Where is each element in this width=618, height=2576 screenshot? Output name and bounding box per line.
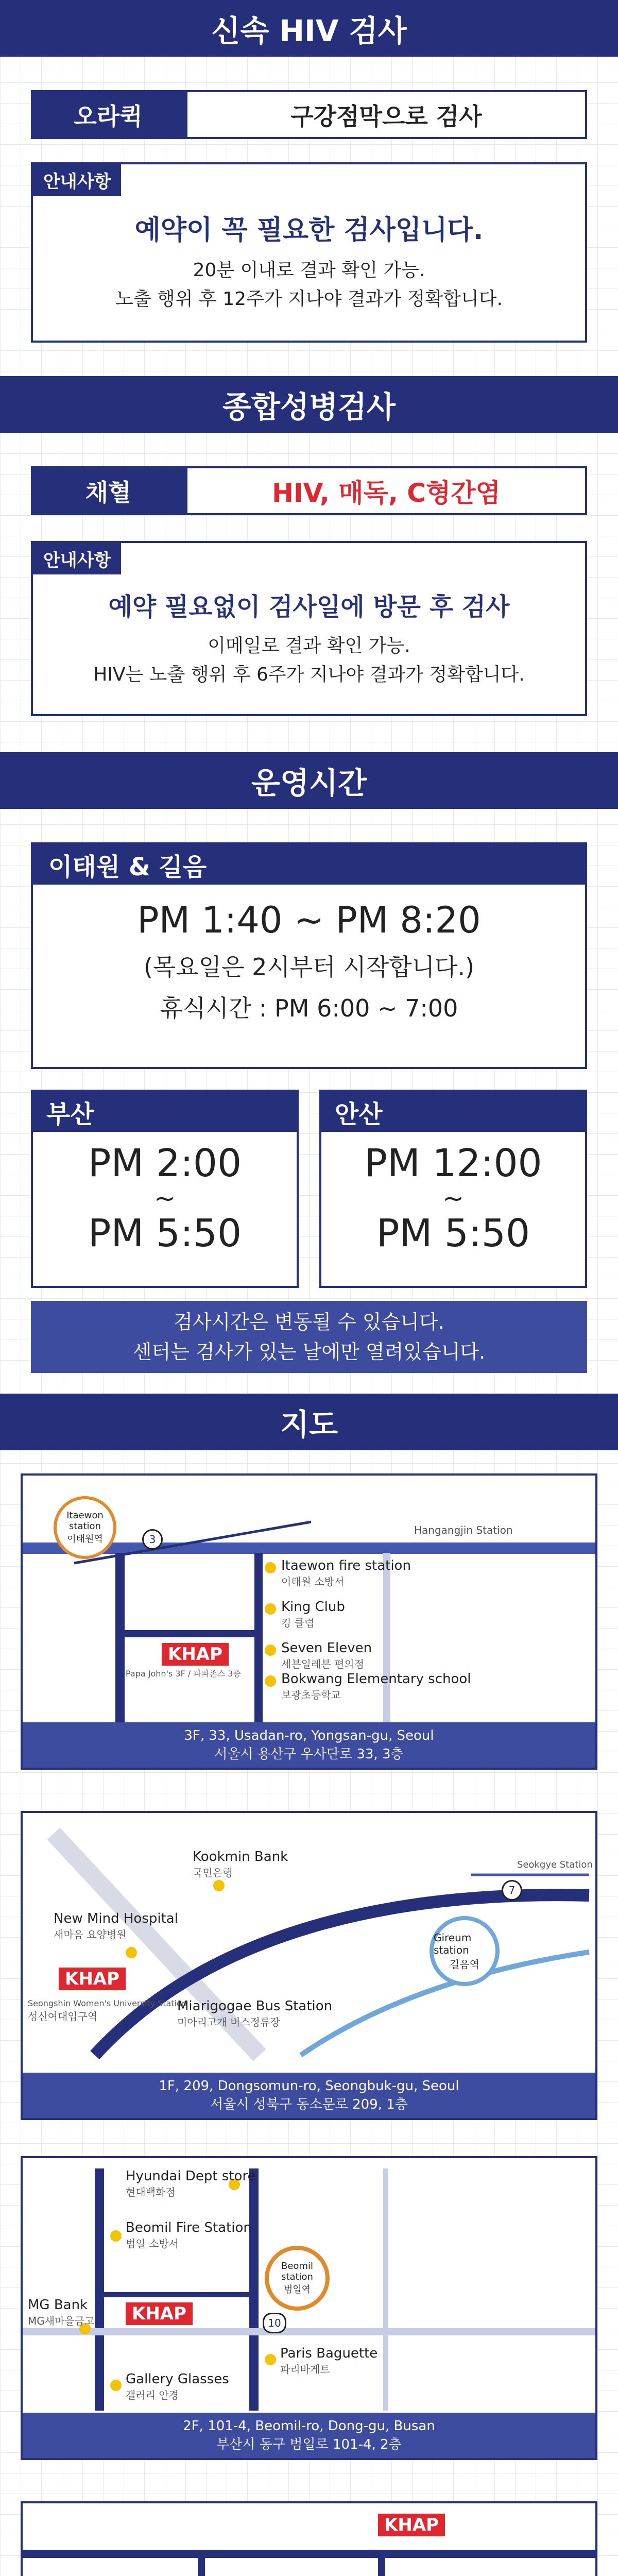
bokwang-dot (265, 1675, 276, 1687)
hours-itaewon-box (31, 842, 587, 1069)
gireum-address (23, 2073, 595, 2118)
hours-busan-end: PM 5:50 (88, 1211, 242, 1256)
hospital-label: New Mind Hospital 새마음 요양병원 (54, 1911, 178, 1941)
gallery-label: Gallery Glasses 갤러리 안경 (126, 2371, 229, 2401)
gireum-address-kr: 서울시 성북구 동소문로 209, 1층 (210, 2097, 408, 2112)
itaewon-address-kr: 서울시 용산구 우사단로 33, 3층 (214, 1747, 404, 1762)
map-itaewon[interactable] (21, 1473, 597, 1770)
ansan-khap-marker: KHAP (378, 2514, 445, 2536)
hours-ansan-start: PM 12:00 (364, 1141, 542, 1185)
king-club-label: King Club 킹 클럽 (281, 1599, 345, 1629)
std-method-value: HIV, 매독, C형간염 (185, 466, 587, 515)
beomil-station-marker (265, 2246, 330, 2311)
beomil-exit-badge: 10 (263, 2313, 286, 2333)
hiv-method-label: 오라퀵 (31, 90, 185, 139)
itaewon-fire-label: Itaewon fire station 이태원 소방서 (281, 1558, 411, 1588)
hours-title: 운영시간 (251, 766, 367, 801)
hours-ansan-box (319, 1090, 587, 1288)
std-notice (31, 541, 587, 716)
women-univ-label: Seongshin Women's University Station 성신여대입구역 (28, 1998, 187, 2023)
hiv-notice-tag: 안내사항 (33, 164, 121, 196)
seven-eleven-label: Seven Eleven 세븐일레븐 편의점 (281, 1640, 372, 1670)
hours-note-line1: 검사시간은 변동될 수 있습니다. (174, 1311, 444, 1333)
map-title: 지도 (280, 1407, 338, 1442)
map-gireum[interactable] (21, 1811, 597, 2120)
std-method-row (31, 466, 587, 515)
hours-note (31, 1301, 587, 1373)
std-method-label: 채혈 (31, 466, 185, 515)
std-notice-line2: HIV는 노출 행위 후 6주가 지나야 결과가 정확합니다. (93, 664, 525, 685)
kookmin-label: Kookmin Bank 국민은행 (193, 1849, 288, 1879)
beomil-station-label-kr: 범일역 (283, 2284, 311, 2295)
busan-address (23, 2413, 595, 2458)
busan-address-kr: 부산시 동구 범일로 101-4, 2층 (216, 2437, 402, 2452)
hours-itaewon-label: 이태원 & 길음 (33, 844, 585, 885)
std-notice-line1: 이메일로 결과 확인 가능. (208, 635, 410, 656)
hours-busan-box (31, 1090, 299, 1288)
hiv-notice-line2: 노출 행위 후 12주가 지나야 결과가 정확합니다. (115, 289, 503, 310)
paris-dot (265, 2354, 276, 2365)
hours-itaewon-break: 휴식시간 : PM 6:00 ~ 7:00 (160, 994, 458, 1022)
gireum-station-marker (430, 1916, 500, 1986)
itaewon-khap-marker: KHAP (162, 1643, 229, 1666)
paris-label: Paris Baguette 파리바게트 (280, 2346, 378, 2376)
hours-busan-label: 부산 (33, 1092, 297, 1132)
itaewon-station-marker (54, 1496, 116, 1559)
busan-address-en: 2F, 101-4, Beomil-ro, Dong-gu, Busan (183, 2418, 435, 2434)
seokgye-label: Seokgye Station (517, 1859, 593, 1870)
hospital-dot (126, 1947, 137, 1958)
busan-khap-marker: KHAP (126, 2302, 193, 2325)
gireum-khap-marker: KHAP (59, 1968, 126, 1990)
gallery-dot (110, 2380, 122, 2391)
std-section-header (0, 376, 618, 433)
itaewon-exit-badge: 3 (142, 1529, 163, 1550)
gireum-address-en: 1F, 209, Dongsomun-ro, Seongbuk-gu, Seoul (159, 2078, 459, 2094)
hours-note-line2: 센터는 검사가 있는 날에만 열려있습니다. (132, 1341, 486, 1363)
beomil-station-label: Beomil station (281, 2261, 313, 2282)
itaewon-address (23, 1722, 595, 1768)
hours-busan-tilde: ~ (154, 1183, 176, 1213)
mg-bank-label: MG Bank MG새마을금고 (28, 2297, 95, 2327)
itaewon-khap-sub: Papa John's 3F / 파파존스 3층 (126, 1669, 241, 1679)
kookmin-dot (213, 1880, 225, 1891)
hangangjin-label: Hangangjin Station (414, 1524, 513, 1536)
std-notice-title: 예약 필요없이 검사일에 방문 후 검사 (108, 592, 510, 621)
hiv-notice (31, 162, 587, 343)
hiv-title: 신속 HIV 검사 (211, 13, 407, 48)
beomil-fire-label: Beomil Fire Station 범일 소방서 (126, 2220, 252, 2250)
hours-itaewon-note: (목요일은 2시부터 시작합니다.) (143, 953, 475, 981)
hiv-section-header (0, 0, 618, 57)
hours-ansan-end: PM 5:50 (376, 1211, 530, 1256)
hiv-notice-title: 예약이 꼭 필요한 검사입니다. (134, 215, 484, 246)
hours-section-header (0, 752, 618, 809)
map-busan[interactable] (21, 2156, 597, 2460)
bus-station-label: Miarigogae Bus Station 미아리고개 버스정류장 (177, 1998, 333, 2028)
bokwang-label: Bokwang Elementary school 보광초등학교 (281, 1671, 471, 1701)
hours-busan-start: PM 2:00 (88, 1141, 242, 1185)
itaewon-station-label-kr: 이태원역 (67, 1534, 103, 1545)
hours-itaewon-time: PM 1:40 ~ PM 8:20 (137, 899, 481, 941)
std-title: 종합성병검사 (222, 389, 396, 425)
map-ansan[interactable] (21, 2501, 597, 2576)
map-section-header (0, 1394, 618, 1450)
seven-eleven-dot (265, 1645, 276, 1656)
beomil-fire-dot (110, 2230, 122, 2242)
itaewon-fire-dot (265, 1562, 276, 1573)
king-club-dot (265, 1603, 276, 1615)
hiv-notice-line1: 20분 이내로 결과 확인 가능. (193, 260, 425, 281)
itaewon-station-label: Itaewon station (66, 1510, 104, 1532)
gireum-station-label: Gireum station (434, 1931, 472, 1956)
itaewon-address-en: 3F, 33, Usadan-ro, Yongsan-gu, Seoul (184, 1728, 434, 1743)
hours-ansan-label: 안산 (321, 1092, 585, 1132)
map-ansan-roads (23, 2503, 595, 2576)
std-notice-tag: 안내사항 (33, 543, 121, 574)
hyundai-label: Hyundai Dept store 현대백화점 (126, 2168, 256, 2198)
gireum-station-label-kr: 길음역 (450, 1958, 479, 1971)
hiv-method-value: 구강점막으로 검사 (185, 90, 587, 139)
gireum-exit-badge: 7 (502, 1880, 522, 1901)
hiv-method-row (31, 90, 587, 139)
hours-ansan-tilde: ~ (442, 1183, 464, 1213)
